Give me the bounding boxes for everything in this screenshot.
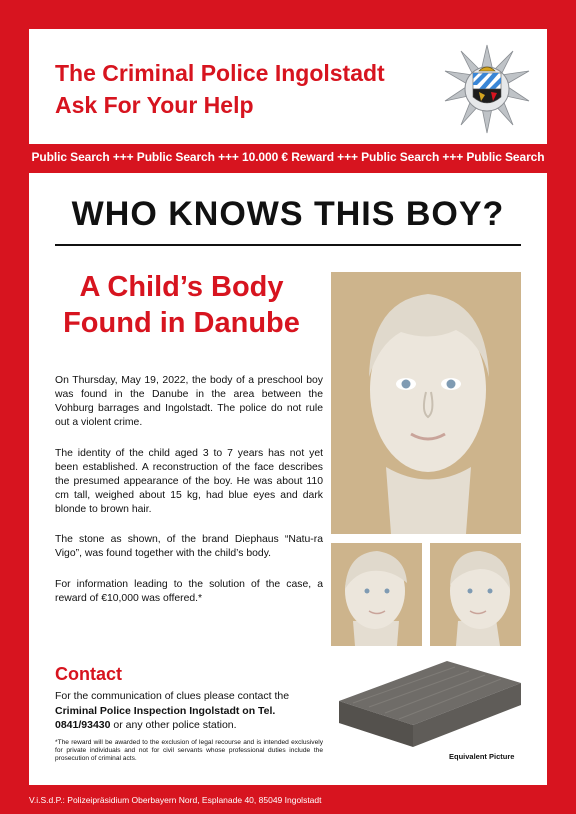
paragraph-discovery: On Thursday, May 19, 2022, the body of a preschool boy was found in the Danube in the area between the Vohburg barrages and Ingolstadt. The police do not rule out a violent crime. [55, 375, 323, 428]
footer-imprint: V.i.S.d.P.: Polizeipräsidium Oberbayern Nord, Esplanade 40, 85049 Ingolstadt [29, 795, 322, 805]
headline-divider [55, 244, 521, 246]
reward-footnote: *The reward will be awarded to the exclusion of legal recourse and is intended exclusively for private individuals and not for civil servants whose professional duties include the prosecution of criminal acts. [55, 739, 323, 762]
contact-text-outro: or any other police station. [110, 719, 237, 731]
subhead-line1: A Child’s Body [79, 271, 284, 303]
header-title-line1: The Criminal Police Ingolstadt [55, 60, 385, 86]
contact-text [55, 689, 333, 733]
paragraph-identity: The identity of the child aged 3 to 7 years has not yet been established. A reconstruction of the face describes the presumed appearance of the boy. He was about 110 cm tall, weighed about 15 kg, had blue eyes and dark blonde to brown hair. [55, 448, 323, 515]
paving-stone-photo [329, 649, 529, 754]
main-panel [29, 173, 547, 785]
header-panel [29, 29, 547, 144]
header-title-line2: Ask For Your Help [55, 92, 254, 118]
equivalent-picture-caption: Equivalent Picture [449, 752, 515, 761]
subhead [39, 269, 324, 341]
contact-text-intro: For the communication of clues please contact the [55, 690, 290, 702]
face-reconstruction-front-photo [331, 272, 521, 534]
bavarian-police-star-icon [441, 43, 533, 135]
ticker-banner: Public Search +++ Public Search +++ 10.000 € Reward +++ Public Search +++ Public Search [31, 150, 545, 164]
paragraph-stone: The stone as shown, of the brand Diephaus “Natu-ra Vigo”, was found together with the child’s body. [55, 534, 323, 559]
face-reconstruction-side-photo [331, 543, 422, 646]
headline: WHO KNOWS THIS BOY? [71, 195, 505, 233]
face-reconstruction-profile-photo [430, 543, 521, 646]
subhead-line2: Found in Danube [63, 307, 300, 339]
contact-heading: Contact [55, 664, 122, 684]
contact-phone: Criminal Police Inspection Ingolstadt on Tel. 0841/93430 [55, 704, 276, 731]
paragraph-reward: For information leading to the solution of the case, a reward of €10,000 was offered.* [55, 579, 323, 604]
header-title [55, 57, 385, 121]
